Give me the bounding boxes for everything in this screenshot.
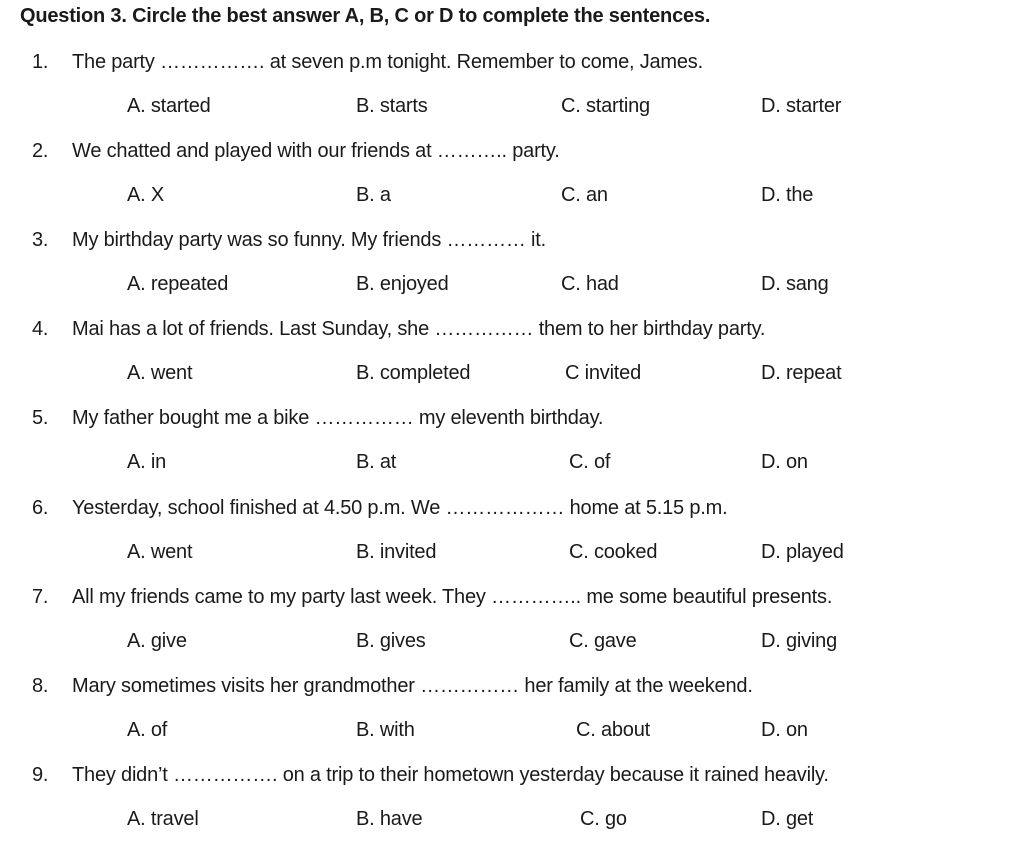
question-item-8	[0, 675, 1024, 764]
option-b[interactable]: B. enjoyed	[356, 273, 449, 295]
question-number: 6.	[32, 497, 49, 519]
question-number: 4.	[32, 318, 49, 340]
question-item-3	[0, 229, 1024, 318]
option-d[interactable]: D. on	[761, 451, 808, 473]
question-item-6	[0, 497, 1024, 586]
option-a[interactable]: A. in	[127, 451, 167, 473]
option-c[interactable]: C. starting	[561, 95, 650, 117]
question-number: 7.	[32, 586, 49, 608]
question-item-9	[0, 764, 1024, 853]
question-number: 8.	[32, 675, 49, 697]
option-a[interactable]: A. give	[127, 630, 187, 652]
question-text: They didn’t ……………. on a trip to their hometown yesterday because it rained heavily.	[72, 764, 829, 786]
option-a[interactable]: A. X	[127, 184, 164, 206]
question-text: My birthday party was so funny. My friends ………… it.	[72, 229, 547, 251]
option-c[interactable]: C. cooked	[569, 541, 658, 563]
option-d[interactable]: D. sang	[761, 273, 829, 295]
question-text: My father bought me a bike …………… my eleventh birthday.	[72, 407, 604, 429]
option-a[interactable]: A. started	[127, 95, 211, 117]
option-c[interactable]: C. had	[561, 273, 619, 295]
option-b[interactable]: B. invited	[356, 541, 437, 563]
option-a[interactable]: A. repeated	[127, 273, 229, 295]
question-text: Mai has a lot of friends. Last Sunday, she …………… them to her birthday party.	[72, 318, 766, 340]
option-b[interactable]: B. completed	[356, 362, 471, 384]
question-number: 1.	[32, 51, 49, 73]
option-d[interactable]: D. starter	[761, 95, 842, 117]
option-a[interactable]: A. travel	[127, 808, 199, 830]
question-item-7	[0, 586, 1024, 675]
question-item-1	[0, 51, 1024, 140]
question-text: All my friends came to my party last week. They ………….. me some beautiful presents.	[72, 586, 833, 608]
option-b[interactable]: B. with	[356, 719, 415, 741]
option-b[interactable]: B. have	[356, 808, 423, 830]
option-d[interactable]: D. on	[761, 719, 808, 741]
question-number: 9.	[32, 764, 49, 786]
question-text: We chatted and played with our friends at ……….. party.	[72, 140, 560, 162]
option-c[interactable]: C. of	[569, 451, 611, 473]
question-text: Mary sometimes visits her grandmother …………… her family at the weekend.	[72, 675, 753, 697]
option-c[interactable]: C invited	[565, 362, 642, 384]
option-d[interactable]: D. get	[761, 808, 814, 830]
question-number: 5.	[32, 407, 49, 429]
option-a[interactable]: A. of	[127, 719, 168, 741]
option-b[interactable]: B. gives	[356, 630, 426, 652]
question-item-4	[0, 318, 1024, 407]
option-a[interactable]: A. went	[127, 541, 193, 563]
question-item-2	[0, 140, 1024, 229]
question-heading: Question 3. Circle the best answer A, B, C or D to complete the sentences.	[20, 5, 711, 27]
option-b[interactable]: B. at	[356, 451, 397, 473]
question-item-5	[0, 407, 1024, 496]
option-b[interactable]: B. starts	[356, 95, 428, 117]
question-number: 3.	[32, 229, 49, 251]
option-c[interactable]: C. an	[561, 184, 608, 206]
option-d[interactable]: D. played	[761, 541, 844, 563]
question-text: The party ……………. at seven p.m tonight. Remember to come, James.	[72, 51, 703, 73]
option-d[interactable]: D. repeat	[761, 362, 842, 384]
option-a[interactable]: A. went	[127, 362, 193, 384]
option-b[interactable]: B. a	[356, 184, 391, 206]
option-d[interactable]: D. giving	[761, 630, 838, 652]
option-c[interactable]: C. about	[576, 719, 651, 741]
question-number: 2.	[32, 140, 49, 162]
option-c[interactable]: C. gave	[569, 630, 637, 652]
question-text: Yesterday, school finished at 4.50 p.m. We ……………… home at 5.15 p.m.	[72, 497, 728, 519]
option-c[interactable]: C. go	[580, 808, 627, 830]
option-d[interactable]: D. the	[761, 184, 814, 206]
